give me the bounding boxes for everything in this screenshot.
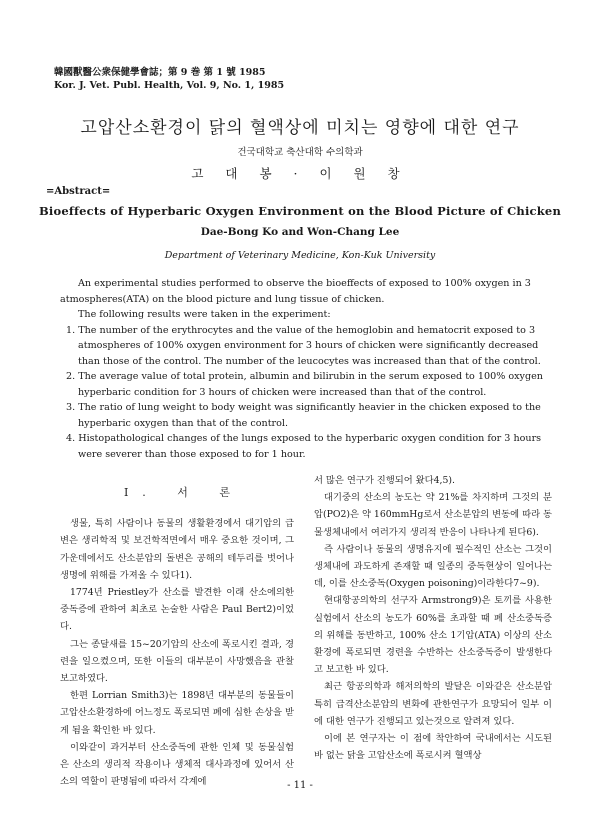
body-paragraph: 즉 사람이나 동물의 생명유지에 필수적인 산소는 그것이 생체내에 과도하게 존재할 때 일종의 중독현상이 일어나는데, 이를 산소중독(Oxygen poisoning)이라한다7~9). [314,543,552,590]
page-number: - 11 - [287,780,313,791]
abstract-result-item: 2. The average value of total protein, albumin and bilirubin in the serum exposed to 100% oxygen hyperbaric condition for 3 hours of chicken were increased than that of the control. [66,371,543,398]
abstract-results-list [60,323,550,463]
body-paragraph: 서 많은 연구가 진행되어 왔다4,5). [314,475,455,486]
body-paragraph: 대기중의 산소의 농도는 약 21%를 차지하며 그것의 분압(PO2)은 약 160mmHg로서 산소분압의 변동에 따라 동물생체내에서 여러가지 생리적 반응이 나타나게 된다6). [314,492,552,538]
section-heading-introduction: Ⅰ. 서 론 [123,486,245,499]
korean-affiliation: 건국대학교 축산대학 수의학과 [237,147,363,158]
abstract-results-intro: The following results were taken in the experiment: [78,309,331,320]
body-paragraph: 생물, 특히 사람이나 동물의 생활환경에서 대기압의 급변은 생리학적 및 보건학적면에서 매우 중요한 것이며, 그 가운데에서도 산소분압의 돌변은 공해의 테두리를 벗어나 생명에 위해를 가져올 수 있다1). [60,518,294,581]
body-paragraph: 최근 항공의학과 해저의학의 발달은 이와같은 산소분압 특히 급격산소분압의 변화에 관한연구가 요망되어 일부 이에 대한 연구가 진행되고 있는것으로 알려져 있다. [314,681,552,727]
body-paragraph: 1774년 Priestley가 산소를 발견한 이래 산소에의한 중독증에 관하여 최초로 논술한 사람은 Paul Bert2)이었다. [60,587,294,633]
korean-title: 고압산소환경이 닭의 혈액상에 미치는 영향에 대한 연구 [80,118,520,138]
english-authors: Dae-Bong Ko and Won-Chang Lee [200,226,400,238]
body-paragraph: 현대항공의학의 선구자 Armstrong9)은 토끼를 사용한 실험에서 산소의 농도가 60%를 초과할 때 폐 산소중독증의 위해를 동반하고, 100% 산소 1기압(ATA) 이상의 산소환경에 폭로되면 경련을 수반하는 산소중독증이 발생한다고 보고한 바 있다. [314,595,552,676]
journal-line-english: Kor. J. Vet. Publ. Health, Vol. 9, No. 1, 1985 [54,80,285,91]
body-left-column [60,484,294,790]
english-title: Bioeffects of Hyperbaric Oxygen Environment on the Blood Picture of Chicken [38,204,562,218]
abstract-result-item: 1. The number of the erythrocytes and the value of the hemoglobin and hematocrit exposed to 3 atmospheres of 100% oxygen environment for 3 hours of chicken were significantly decreased than those of the control. The number of the leucocytes was increased than that of the control. [66,324,541,367]
abstract-result-item: 3. The ratio of lung weight to body weight was significantly heavier in the chicken exposed to the hyperbaric oxygen than that of the control. [66,402,541,429]
journal-header [54,66,284,92]
body-paragraph: 이와같이 과거부터 산소중독에 관한 인체 및 동물실험은 산소의 생리적 작용이나 생체적 대사과정에 있어서 산소의 역할이 판명됨에 따라서 각계에 [60,741,294,788]
abstract-paragraph: An experimental studies performed to observe the bioeffects of exposed to 100% oxygen in 3 atmospheres(ATA) on the blood picture and lung tissue of chicken. [60,278,531,305]
body-right-column [314,472,552,764]
body-paragraph: 이에 본 연구자는 이 점에 착안하여 국내에서는 시도된 바 없는 닭을 고압산소에 폭로시켜 혈액상 [314,733,552,762]
body-paragraph: 한편 Lorrian Smith3)는 1898년 대부분의 동물들이 고압산소환경하에 어느정도 폭로되면 폐에 심한 손상을 받게 됨을 확인한 바 있다. [60,690,294,736]
abstract-label: =Abstract= [46,186,111,197]
body-paragraph: 그는 종달새를 15~20기압의 산소에 폭로시킨 결과, 경련을 일으켰으며, 또한 이들의 대부분이 사망했음을 관찰보고하였다. [60,638,294,685]
journal-line-korean: 韓國獸醫公衆保健學會誌；第 9 巻 第 1 號 1985 [54,67,266,78]
korean-authors: 고 대 봉 · 이 원 창 [191,166,409,181]
abstract-result-item: 4. Histopathological changes of the lungs exposed to the hyperbaric oxygen condition for 3 hours were severer than those exposed to for 1 hour. [66,433,542,460]
abstract-body [60,276,550,462]
english-affiliation: Department of Veterinary Medicine, Kon-Kuk University [164,250,436,261]
